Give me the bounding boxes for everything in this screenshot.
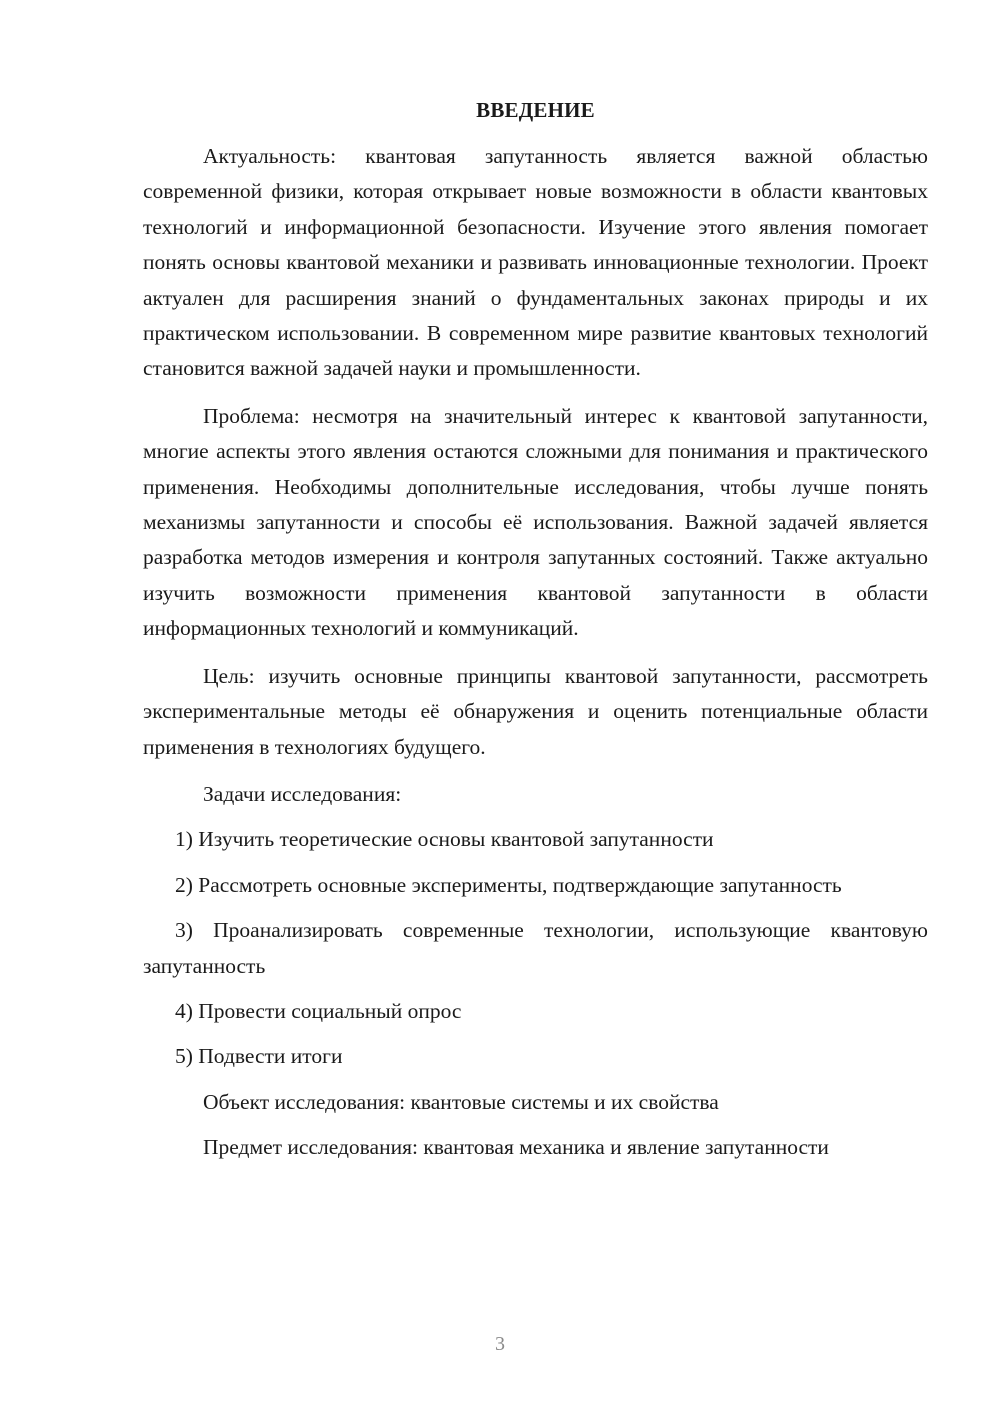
- research-subject: Предмет исследования: квантовая механика и явление запутанности: [203, 1135, 829, 1160]
- task-item-1: 1) Изучить теоретические основы квантовой запутанности: [175, 827, 714, 852]
- paragraph-relevance: Актуальность: квантовая запутанность является важной областью современной физики, которая открывает новые возможности в области квантовых технологий и информационной безопасности. Изучение этого явления помогает понять основы квантовой механики и развивать инновационные технологии. Проект актуален для расширения знаний о фундаментальных законах природы и их практическом использовании. В современном мире развитие квантовых технологий становится важной задачей науки и промышленности.: [143, 144, 928, 381]
- paragraph-goal: Цель: изучить основные принципы квантовой запутанности, рассмотреть экспериментальные методы её обнаружения и оценить потенциальные области применения в технологиях будущего.: [143, 663, 928, 759]
- text-column: [143, 92, 928, 1176]
- page-title: ВВЕДЕНИЕ: [476, 98, 595, 122]
- tasks-heading: Задачи исследования:: [203, 781, 402, 806]
- research-object: Объект исследования: квантовые системы и их свойства: [203, 1089, 719, 1114]
- task-item-4: 4) Провести социальный опрос: [175, 998, 462, 1023]
- task-item-2: 2) Рассмотреть основные эксперименты, подтверждающие запутанность: [175, 872, 842, 897]
- page-number: 3: [495, 1333, 505, 1355]
- task-item-3: 3) Проанализировать современные технологии, использующие квантовую запутанность: [143, 918, 928, 978]
- paragraph-problem: Проблема: несмотря на значительный интерес к квантовой запутанности, многие аспекты этого явления остаются сложными для понимания и практического применения. Необходимы дополнительные исследования, чтобы лучше понять механизмы запутанности и способы её использования. Важной задачей является разработка методов измерения и контроля запутанных состояний. Также актуально изучить возможности применения квантовой запутанности в области информационных технологий и коммуникаций.: [143, 403, 928, 641]
- task-item-5: 5) Подвести итоги: [175, 1044, 343, 1069]
